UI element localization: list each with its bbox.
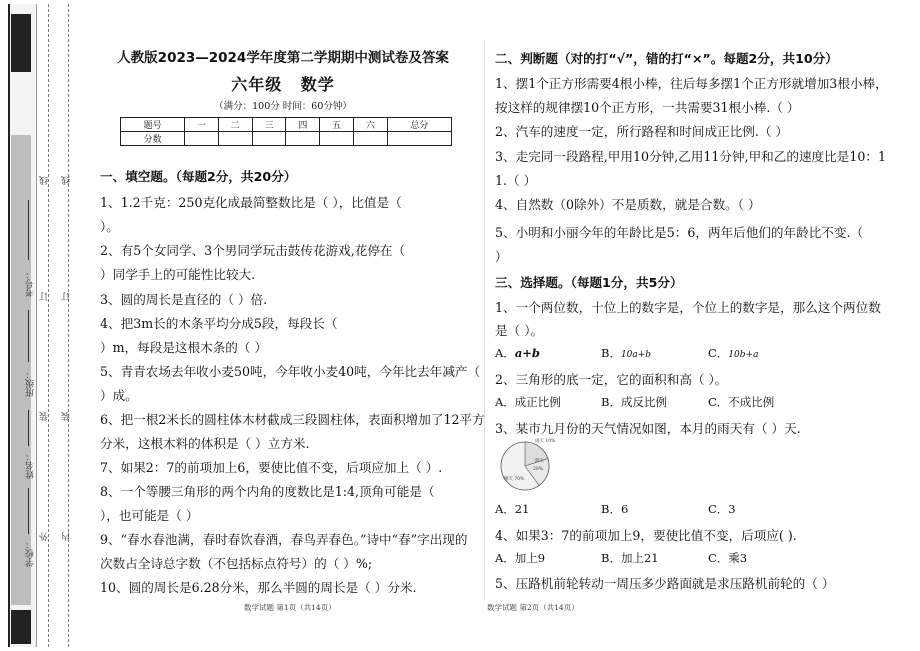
option-b: B．成反比例 bbox=[601, 395, 667, 409]
pie-label: 雨天 10% bbox=[535, 439, 556, 444]
question-line: 2、汽车的速度一定，所行路程和时间成正比例.（ ） bbox=[495, 124, 789, 139]
question-line: 5、压路机前轮转动一周压多少路面就是求压路机前轮的（ ） bbox=[495, 576, 835, 591]
binding-label: 订 bbox=[40, 292, 50, 301]
question-line: 4、自然数（0除外）不是质数，就是合数。（ ） bbox=[495, 197, 761, 212]
weather-pie-chart bbox=[495, 436, 559, 492]
class-label: 班级： bbox=[26, 370, 36, 397]
option-c bbox=[708, 345, 758, 361]
option-b: B．6 bbox=[601, 502, 629, 516]
binding-label: 外 bbox=[40, 532, 50, 541]
question-line: 6、把一根2米长的圆柱体木材截成三段圆柱体，表面积增加了12平方 bbox=[100, 412, 485, 427]
option-letter: B． bbox=[601, 346, 621, 360]
pie-label: 阴天 bbox=[535, 459, 544, 464]
question-line: 4、如果3：7的前项加上9，要使比值不变，后项应( ). bbox=[495, 528, 797, 543]
class-line bbox=[28, 310, 29, 362]
question-line: 3、圆的周长是直径的（ ）倍. bbox=[100, 292, 268, 307]
grade-label: 六年级 bbox=[231, 75, 283, 94]
cut-line-inner bbox=[68, 4, 69, 647]
score-table-header: 五 bbox=[320, 118, 354, 132]
option-a: A．成正比例 bbox=[495, 395, 561, 409]
binding-label: 线 bbox=[40, 176, 50, 185]
binding-margin bbox=[0, 0, 78, 651]
option-b bbox=[601, 345, 651, 361]
question-line: 1、摆1个正方形需要4根小棒，往后每多摆1个正方形就增加3根小棒， bbox=[495, 76, 888, 91]
question-line: ）成。 bbox=[100, 388, 138, 403]
section-judge-heading: 二、判断题（对的打“√”，错的打“×”。每题2分，共10分） bbox=[495, 51, 838, 66]
score-table bbox=[120, 117, 452, 146]
question-line: 3、某市九月份的天气情况如图，本月的雨天有（ ）天. bbox=[495, 421, 801, 436]
question-line: 1、一个两位数，十位上的数字是，个位上的数字是，那么这个两位数 bbox=[495, 300, 881, 315]
score-table-header: 四 bbox=[286, 118, 320, 132]
binding-label: 装 bbox=[62, 412, 72, 421]
score-cell[interactable] bbox=[286, 132, 320, 146]
option-text: 10b+a bbox=[728, 350, 759, 360]
question-line: ），也可能是（ ） bbox=[100, 508, 199, 523]
school-label: 学校： bbox=[26, 540, 36, 567]
question-line: 5、小明和小丽今年的年龄比是5：6，两年后他们的年龄比不变.（ bbox=[495, 225, 864, 240]
score-table-header: 三 bbox=[252, 118, 286, 132]
section-fill-blank-heading: 一、填空题。（每题2分，共20分） bbox=[100, 169, 297, 184]
score-cell[interactable] bbox=[185, 132, 219, 146]
name-line bbox=[28, 410, 29, 446]
page-divider bbox=[484, 40, 485, 600]
question-line: 次数占全诗总字数（不包括标点符号）的（ ）%; bbox=[100, 556, 373, 571]
score-row-label: 分数 bbox=[121, 132, 185, 146]
score-cell[interactable] bbox=[387, 132, 451, 146]
question-line: 9、“春水春池满，春时春饮春酒，春鸟弄春色。”诗中“春”字出现的 bbox=[100, 532, 468, 547]
option-letter: C． bbox=[708, 346, 729, 360]
option-text: a+b bbox=[514, 346, 540, 360]
exam-meta: （满分：100分 时间：60分钟） bbox=[214, 101, 352, 112]
score-cell[interactable] bbox=[354, 132, 388, 146]
pie-label: 20% bbox=[533, 467, 544, 472]
exam-number-label: 考号： bbox=[26, 270, 36, 297]
question-line: 3、走完同一段路程,甲用10分钟,乙用11分钟,甲和乙的速度比是10：1 bbox=[495, 149, 886, 164]
exam-subtitle bbox=[88, 72, 478, 95]
binding-dark-top bbox=[11, 14, 31, 72]
score-table-header: 六 bbox=[354, 118, 388, 132]
page-footer: 数学试题 第2页（共14页） bbox=[487, 603, 579, 612]
score-table-header: 一 bbox=[185, 118, 219, 132]
name-label: 姓名： bbox=[26, 452, 36, 479]
question-line: 1.（ ） bbox=[495, 173, 537, 188]
question-line: ）m，每段是这根木条的（ ） bbox=[100, 340, 268, 355]
score-table-header-row bbox=[121, 118, 452, 132]
option-c: C．乘3 bbox=[708, 551, 748, 565]
section-choice-heading: 三、选择题。（每题1分，共5分） bbox=[495, 275, 683, 290]
question-line: ）同学手上的可能性比较大. bbox=[100, 267, 256, 282]
score-table-header: 总分 bbox=[387, 118, 451, 132]
option-b: B．加上21 bbox=[601, 551, 659, 565]
question-line: 2、有5个女同学、3个男同学玩击鼓传花游戏,花停在（ bbox=[100, 243, 406, 258]
question-line: 2、三角形的底一定，它的面积和高（ ）。 bbox=[495, 372, 728, 387]
option-a bbox=[495, 345, 540, 361]
page-footer: 数学试题 第1页（共14页） bbox=[244, 603, 336, 612]
option-c: C．不成比例 bbox=[708, 395, 775, 409]
binding-dark-bottom bbox=[11, 610, 31, 644]
score-table-header: 二 bbox=[218, 118, 252, 132]
option-letter: A． bbox=[495, 346, 515, 360]
school-line bbox=[28, 488, 29, 534]
question-line: 8、一个等腰三角形的两个内角的度数比是1:4,顶角可能是（ bbox=[100, 484, 435, 499]
score-table-header: 题号 bbox=[121, 118, 185, 132]
question-line: ）。 bbox=[100, 219, 119, 234]
binding-label: 订 bbox=[62, 292, 72, 301]
question-line: 10、圆的周长是6.28分米，那么半圆的周长是（ ）分米. bbox=[100, 580, 417, 595]
subject-label: 数学 bbox=[300, 75, 335, 94]
option-text: 10a+b bbox=[620, 350, 652, 360]
binding-label: 内 bbox=[62, 532, 72, 541]
question-line: 5、青青农场去年收小麦50吨，今年收小麦40吨，今年比去年减产（ bbox=[100, 364, 481, 379]
binding-label: 线 bbox=[62, 176, 72, 185]
score-cell[interactable] bbox=[320, 132, 354, 146]
pie-label: 晴天 70% bbox=[504, 477, 525, 482]
option-a: A．21 bbox=[495, 502, 530, 516]
score-cell[interactable] bbox=[218, 132, 252, 146]
question-line: 7、如果2：7的前项加上6，要使比值不变，后项应加上（ ）. bbox=[100, 460, 443, 475]
option-a: A．加上9 bbox=[495, 551, 546, 565]
question-line: 4、把3m长的木条平均分成5段，每段长（ bbox=[100, 316, 338, 331]
question-line: 按这样的规律摆10个正方形，一共需要31根小棒.（ ） bbox=[495, 100, 800, 115]
exam-number-line bbox=[28, 200, 29, 260]
score-cell[interactable] bbox=[252, 132, 286, 146]
question-line: ） bbox=[495, 249, 508, 264]
binding-label: 装 bbox=[40, 412, 50, 421]
score-table-row bbox=[121, 132, 452, 146]
question-line: 分米，这根木料的体积是（ ）立方米. bbox=[100, 436, 310, 451]
cut-line-outer bbox=[48, 4, 49, 647]
question-line: 是（ ）。 bbox=[495, 323, 544, 338]
exam-title: 人教版2023—2024学年度第二学期期中测试卷及答案 bbox=[117, 50, 449, 66]
question-line: 1、1.2千克：250克化成最简整数比是（ ），比值是（ bbox=[100, 195, 402, 210]
option-c: C．3 bbox=[708, 502, 736, 516]
